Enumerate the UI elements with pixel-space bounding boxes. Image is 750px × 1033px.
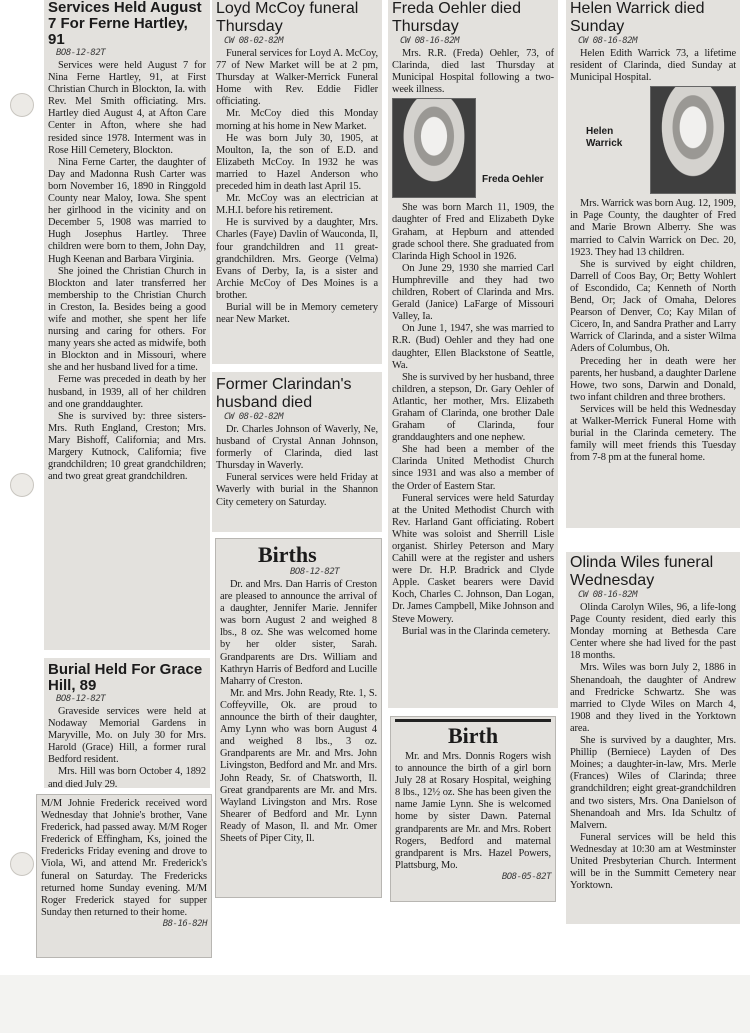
paragraph: Mrs. Hill was born October 4, 1892 and died July 29. [48, 766, 206, 788]
paragraph: She is survived by eight children, Darrell of Coos Bay, Or; Betty Wohlert of Escondido, Ca; Kenneth of North Bend, Or; Jack of Omaha, Delores Pearson of Denver, Co; Kay Milan of Cicero, In, and Sandra Prather and Larry Warrick of Clarinda, and a sister Wilma Aders of Columbus, Oh. [570, 258, 736, 355]
paragraph: Mr. McCoy was an electrician at M.H.I. before his retirement. [216, 193, 378, 217]
headline: Births [258, 542, 317, 567]
paragraph: Burial will be in Memory cemetery near New Market. [216, 301, 378, 326]
paragraph: He was born July 30, 1905, at Moulton, Ia, the son of E.D. and Elizabeth McCoy. In 1932 he was married to Hazel Anderson who preceded him in death last April 15. [216, 132, 378, 193]
headline: Burial Held For Grace Hill, 89 [48, 661, 203, 694]
article-body [570, 602, 736, 892]
paragraph: Mrs. R.R. (Freda) Oehler, 73, of Clarinda, died last Thursday at Municipal Hospital following a two-week illness. [392, 48, 554, 96]
handwritten-date: BO8-12-82T [56, 694, 106, 704]
handwritten-date: BO8-12-82T [290, 567, 340, 577]
clipping-grace-hill [44, 658, 210, 788]
binder-hole [10, 93, 34, 117]
paragraph: She was born March 11, 1909, the daughter of Fred and Elizabeth Dyke Graham, at Hepburn and attended grade school there. She graduated from Clarinda High School in 1926. [392, 202, 554, 262]
article-body [216, 48, 378, 326]
handwritten-date: BO8-12-82T [56, 48, 106, 58]
handwritten-date: CW 08-02-82M [224, 36, 284, 46]
article-body [570, 198, 736, 464]
paragraph: Nina Ferne Carter, the daughter of Day and Madonna Rush Carter was born November 16, 1890 in Ringgold County near Maloy, Iowa. She spent her girlhood in the vicinity and on December 5, 1908 was married to Hugh Josephus Hartley. Three children were born to them, John Day, Hugh Keenan and Barbara Virginia. [48, 156, 206, 265]
paragraph: She is survived by a daughter, Mrs. Phillip (Berniece) Layden of Des Moines; a daughter-in-law, Mrs. Merle (Frances) Wiles of Clarinda; three grandchildren; eight great-grandchildren and two sisters, Mrs. Ona Danielson of Shenandoah and Mrs. Ida Schultz of Malvern. [570, 735, 736, 831]
paragraph: Services were held August 7 for Nina Ferne Hartley, 91, at First Christian Church in Blockton, Ia. with Rev. Mel Smith officiating. Mrs. Hartley died August 4, at Afton Care Center in Afton, where she had resided since 1978. Interment was in Rose Hill Cemetery, Blockton. [48, 60, 206, 156]
clipping-ferne-hartley [44, 0, 210, 650]
clipping-frederick-note [36, 794, 212, 958]
clipping-olinda-wiles [566, 552, 740, 924]
paragraph: Preceding her in death were her parents, her husband, a daughter Darlene Howe, two sons, Darwin and Donald, two infant children and three brothers. [570, 355, 736, 403]
headline: Olinda Wiles funeral Wednesday [570, 554, 714, 589]
paragraph: Burial was in the Clarinda cemetery. [402, 625, 551, 637]
clipping-former-clarindan [212, 372, 382, 532]
paragraph: Mr. McCoy died this Monday morning at his home in New Market. [216, 108, 378, 132]
photo-caption: Helen Warrick [586, 126, 623, 150]
paragraph: Dr. Charles Johnson of Waverly, Ne, husband of Crystal Annan Johnson, formerly of Clarinda, died last Thursday in Waverly. [216, 424, 378, 472]
clipping-loyd-mccoy [212, 0, 382, 364]
paragraph: Olinda Carolyn Wiles, 96, a life-long Page County resident, died early this Monday morning at Bethesda Care Center where she had lived for the past 18 months. [570, 602, 736, 662]
handwritten-date: CW 08-16-82M [578, 590, 638, 600]
paragraph: Services will be held this Wednesday at Walker-Merrick Funeral Home with burial in the Clarinda cemetery. The family will meet friends this Tuesday from 7-8 pm at the funeral home. [570, 403, 736, 464]
paragraph: Graveside services were held at Nodaway Memorial Gardens in Maryville, Mo. on July 30 for Mrs. Harold (Grace) Hill, a former rural Bedford resident. [48, 706, 206, 766]
paragraph: Funeral services were held Friday at Waverly with burial in the Shannon City cemetery on Saturday. [216, 472, 378, 508]
paragraph: Funeral services were held Saturday at the United Methodist Church with Rev. Harland Gant officiating. Robert White was soloist and Sherrill Lisle organist. Shirley Peterson and Mary Cahill were at the register and ushers were Dr. H.P. Bradrick and Clyde Apple. Casket bearers were David Koch, Charles C. Johnson, Dan Logan, Dr. James Campbell, Mike Johnson and Steve Mowery. [392, 492, 554, 625]
handwritten-date: CW 08-02-82M [224, 412, 284, 422]
paragraph: On June 1, 1947, she was married to R.R. (Bud) Oehler and they had one daughter, Ellen Blackstone of Seattle, Wa. [392, 323, 554, 371]
paragraph: Mrs. Wiles was born July 2, 1886 in Shenandoah, the daughter of Andrew and Fredricke Schwartz. She was married to Clyde Wiles on March 4, 1908 and they lived in the Yorktown area. [570, 662, 736, 734]
article-body [220, 579, 377, 845]
portrait-photo [392, 98, 476, 198]
handwritten-date: BO8-05-82T [501, 871, 551, 882]
paragraph: On June 29, 1930 she married Carl Humphreville and they had two children, Robert of Clarinda and Mrs. Gerald (Janice) LaFarge of Missouri Valley, Ia. [392, 262, 554, 323]
paragraph: Helen Edith Warrick 73, a lifetime resident of Clarinda, died Sunday at Municipal Hospital. [570, 48, 736, 84]
headline: Helen Warrick died Sunday [570, 0, 705, 35]
paragraph: Mr. and Mrs. John Ready, Rte. 1, S. Coffeyville, Ok. are proud to announce the birth of their daughter, Amy Lynn who was born August 4 and weighed 8 lbs., 3 oz. Grandparents are Mr. and Mrs. John Livingston, Bedford and Mr. and Mrs. John Ready, Sr. of Chatsworth, Il. Great grandparents are Mr. and Mrs. Wayland Livingston and Mrs. Rose Shearer of Bedford and Mr. Lynn Ready of Mason, Il. and Mr. Omer Sheets of Piper City, Il. [220, 687, 377, 844]
headline: Former Clarindan's husband died [216, 376, 352, 411]
photo-block [570, 86, 736, 194]
handwritten-date: CW 08-16-82M [578, 36, 638, 46]
article-body [392, 202, 554, 637]
handwritten-date: CW 08-16-82M [400, 36, 460, 46]
binder-hole [10, 852, 34, 876]
photo-block [392, 98, 554, 198]
clipping-freda-oehler [388, 0, 558, 708]
paragraph: Funeral services will be held this Wednesday at 10:30 am at Westminster United Presbyterian Church. Interment will be in the Summitt Cemetery near Yorktown. [570, 831, 736, 892]
article-body [48, 60, 206, 483]
paragraph: She joined the Christian Church in Blockton and later transferred her membership to the Christian Church in Creston, Ia. Besides being a good wife and mother, she spent her life nursing and caring for others. For many years she acted as midwife, both in Blockton and in Missouri, where she and her husband lived for a time. [48, 265, 206, 374]
handwritten-date: B8-16-82H [162, 918, 207, 929]
clipping-helen-warrick [566, 0, 740, 528]
page-bottom-margin [0, 975, 750, 1033]
paragraph: She had been a member of the Clarinda United Methodist Church since 1931 and was also a member of the Order of Eastern Star. [392, 444, 554, 492]
article-body [395, 751, 551, 872]
paragraph: She is survived by her husband, three children, a stepson, Dr. Gary Oehler of Atlantic, her mother, Mrs. Elizabeth Graham of Clarinda, one brother Dale Graham of Clarinda, four granddaughters and one nephew. [392, 371, 554, 444]
paragraph: She is survived by: three sisters-Mrs. Ruth England, Creston; Mrs. Mary Bishoff, California; and Mrs. Margery Kutnock, California; five grandchildren; 10 great grandchildren; and two great great grandchildren. [48, 410, 206, 483]
paragraph: Dr. and Mrs. Dan Harris of Creston are pleased to announce the arrival of a daughter, Jennifer Marie. Jennifer was born August 2 and weighed 8 lbs., 8 oz. She was welcomed home by her older sister, Sarah. Grandparents are Drs. William and Kathryn Harris of Bedford and Lucille Maharry of Creston. [220, 579, 377, 687]
photo-caption: Freda Oehler [482, 174, 544, 186]
paragraph: Funeral services for Loyd A. McCoy, 77 of New Market will be at 2 pm, Thursday at Walker-Merrick Funeral Home with Rev. Eddie Fidler officiating. [216, 48, 378, 108]
headline: Services Held August 7 For Ferne Hartley, 91 [48, 0, 202, 48]
paragraph: Mr. and Mrs. Donnis Rogers wish to announce the birth of a girl born July 28 at Rosary Hospital, weighing 8 lbs., 12½ oz. She has been given the name Jamie Lynn. She is welcomed home by sister Dawn. Paternal grandparents are Mr. and Mrs. Robert Rogers, Bedford and maternal grandparent is Mrs. Hazel Powers, Plattsburg, Mo. [395, 751, 551, 871]
article-intro [570, 48, 736, 84]
paragraph: M/M Johnie Frederick received word Wednesday that Johnie's brother, Vane Frederick, had passed away. M/M Roger Frederick of Effingham, Ks, joined the Fredericks Friday evening and drove to Viola, Wi, and attend Mr. Frederick's funeral on Saturday. The Fredericks returned home Sunday evening. M/M Roger Frederick stayed for supper Sunday then returned to their home. [41, 798, 207, 918]
portrait-photo [650, 86, 736, 194]
article-body [216, 424, 378, 509]
paragraph: Ferne was preceded in death by her husband, in 1939, all of her children and one granddaughter. [48, 374, 206, 410]
article-intro [392, 48, 554, 96]
clipping-birth-rogers [390, 716, 556, 902]
article-body [48, 706, 206, 788]
headline: Freda Oehler died Thursday [392, 0, 521, 35]
binder-hole [10, 473, 34, 497]
paragraph: Mrs. Warrick was born Aug. 12, 1909, in Page County, the daughter of Fred and Marie Brown Alberry. She was married to Calvin Warrick on Dec. 20, 1923. They had 13 children. [570, 198, 736, 258]
clipping-births-harris-ready [215, 538, 382, 898]
article-body [41, 798, 207, 919]
headline: Loyd McCoy funeral Thursday [216, 0, 359, 35]
headline: Birth [395, 719, 551, 748]
paragraph: He is survived by a daughter, Mrs. Charles (Faye) Davlin of Wauconda, Il, four grandchildren and 11 great-grandchildren. Mrs. George (Velma) Evans of Derby, Ia, is a sister and Archie McCoy of Des Moines is a brother. [216, 217, 378, 301]
